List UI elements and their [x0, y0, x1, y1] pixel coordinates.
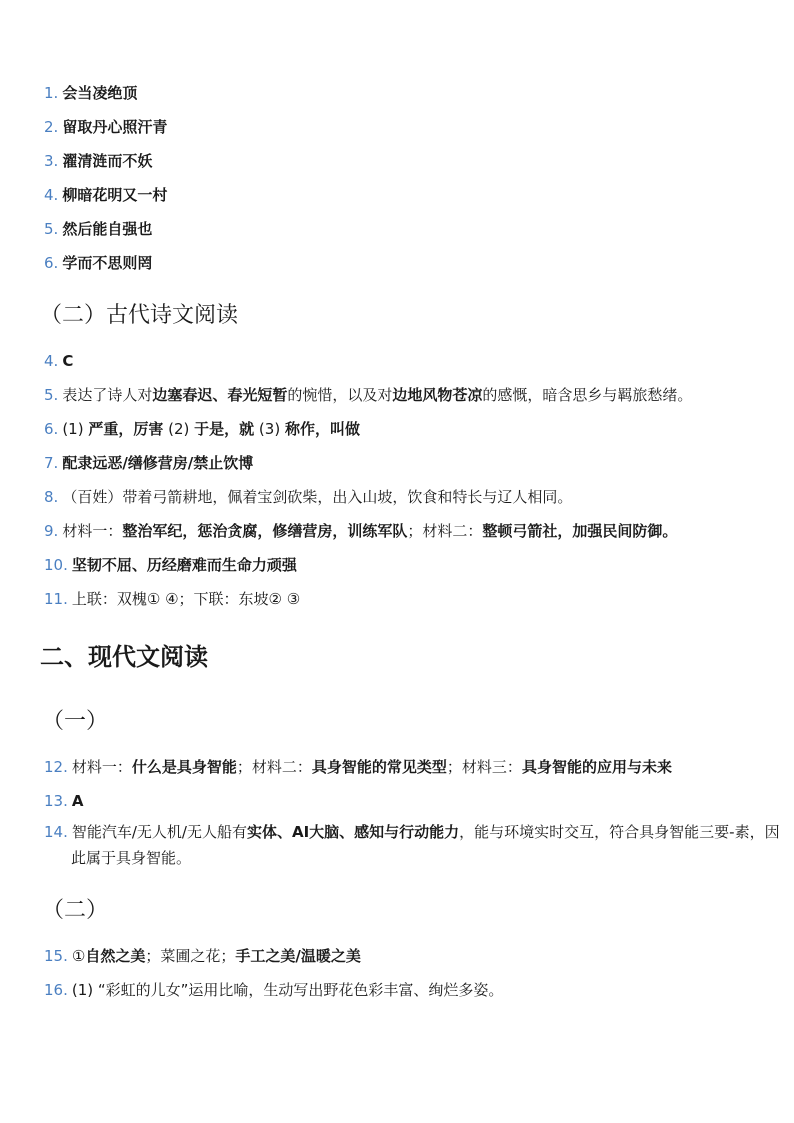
- answer-emphasis: 严重，厉害: [88, 420, 164, 438]
- list-item: [44, 589, 756, 609]
- item-number: 8.: [44, 488, 59, 506]
- list-item: [44, 151, 756, 171]
- answer-emphasis: 手工之美/温暖之美: [235, 947, 361, 965]
- item-number: 7.: [44, 454, 59, 472]
- answer-text: 智能汽车/无人机/无人船有: [71, 823, 247, 841]
- list-item: [44, 117, 756, 137]
- answer-text: ；材料二：: [236, 758, 312, 776]
- answer-text: （百姓）带着弓箭耕地，佩着宝剑砍柴，出入山坡，饮食和特长与辽人相同。: [62, 488, 573, 506]
- subsection-heading-1: （一）: [42, 709, 109, 734]
- list-item: [44, 83, 756, 103]
- list-item: [44, 219, 756, 239]
- list-item: [44, 351, 756, 371]
- answer-text: ；材料二：: [407, 522, 483, 540]
- subsection-heading-2: （二）: [42, 898, 109, 923]
- item-number: 5.: [44, 220, 59, 238]
- sub-number: (2): [163, 420, 195, 438]
- answer-emphasis: 边塞春迟、春光短暂: [152, 386, 288, 404]
- list-item: [44, 185, 756, 205]
- list-item: [44, 385, 756, 405]
- item-number: 9.: [44, 522, 59, 540]
- answer-text: A: [71, 792, 84, 810]
- answer-text: 表达了诗人对: [62, 386, 153, 404]
- item-number: 11.: [44, 590, 68, 608]
- item-number: 10.: [44, 556, 68, 574]
- answer-text: ；菜圃之花；: [145, 947, 236, 965]
- answer-text: 配隶远恶/缮修营房/禁止饮博: [62, 454, 254, 472]
- answer-text: 柳暗花明又一村: [62, 186, 168, 204]
- answer-text: 的惋惜，以及对: [287, 386, 393, 404]
- item-number: 13.: [44, 792, 68, 810]
- item-number: 4.: [44, 352, 59, 370]
- answer-emphasis: 具身智能的常见类型: [311, 758, 447, 776]
- answer-emphasis: 什么是具身智能: [131, 758, 237, 776]
- answer-emphasis: 边地风物苍凉: [392, 386, 483, 404]
- answer-text: 材料一：: [71, 758, 132, 776]
- answer-emphasis: 自然之美: [85, 947, 146, 965]
- answer-emphasis: 称作，叫做: [284, 420, 360, 438]
- item-number: 5.: [44, 386, 59, 404]
- item-number: 16.: [44, 981, 68, 999]
- item-number: 2.: [44, 118, 59, 136]
- answer-text: ①: [71, 947, 86, 965]
- answer-text: 学而不思则罔: [62, 254, 153, 272]
- section-heading-modern: 二、现代文阅读: [40, 643, 208, 671]
- answer-text: C: [62, 352, 74, 370]
- item-number: 3.: [44, 152, 59, 170]
- answer-text: ，能与环境实时交互，符合具身智能三要-素，因此属于具身智能。: [71, 823, 780, 867]
- answer-text: 上联：双槐① ④；下联：东坡② ③: [71, 590, 301, 608]
- answer-text: 然后能自强也: [62, 220, 153, 238]
- item-number: 4.: [44, 186, 59, 204]
- list-item: [44, 757, 756, 777]
- answer-emphasis: 实体、AI大脑、感知与行动能力: [246, 823, 460, 841]
- item-number: 12.: [44, 758, 68, 776]
- sub-number: (3): [254, 420, 285, 438]
- answer-text: 濯清涟而不妖: [62, 152, 153, 170]
- answer-text: 坚韧不屈、历经磨难而生命力顽强: [71, 556, 297, 574]
- answer-text: 会当凌绝顶: [62, 84, 138, 102]
- item-number: 1.: [44, 84, 59, 102]
- answer-emphasis: 具身智能的应用与未来: [521, 758, 672, 776]
- item-number: 6.: [44, 254, 59, 272]
- list-item: [44, 819, 783, 871]
- sub-number: (1): [62, 420, 89, 438]
- list-item: [44, 453, 756, 473]
- list-item: [44, 946, 756, 966]
- item-number: 14.: [44, 823, 68, 841]
- list-item: [44, 791, 756, 811]
- list-item: [44, 980, 756, 1000]
- list-item: [44, 521, 756, 541]
- answer-text: 材料一：: [62, 522, 123, 540]
- answer-emphasis: 整顿弓箭社，加强民间防御。: [482, 522, 678, 540]
- list-item: [44, 555, 756, 575]
- item-number: 6.: [44, 420, 59, 438]
- answer-text: 留取丹心照汗青: [62, 118, 168, 136]
- answer-text: 的感慨，暗含思乡与羁旅愁绪。: [482, 386, 693, 404]
- list-item: [44, 419, 756, 439]
- answer-emphasis: 于是，就: [194, 420, 255, 438]
- list-item: [44, 487, 756, 507]
- list-item: [44, 253, 756, 273]
- answer-text: ；材料三：: [446, 758, 522, 776]
- answer-emphasis: 整治军纪，惩治贪腐，修缮营房，训练军队: [122, 522, 408, 540]
- section-heading-ancient: （二）古代诗文阅读: [40, 303, 239, 328]
- item-number: 15.: [44, 947, 68, 965]
- answer-text: (1) “彩虹的儿女”运用比喻，生动写出野花色彩丰富、绚烂多姿。: [71, 981, 504, 999]
